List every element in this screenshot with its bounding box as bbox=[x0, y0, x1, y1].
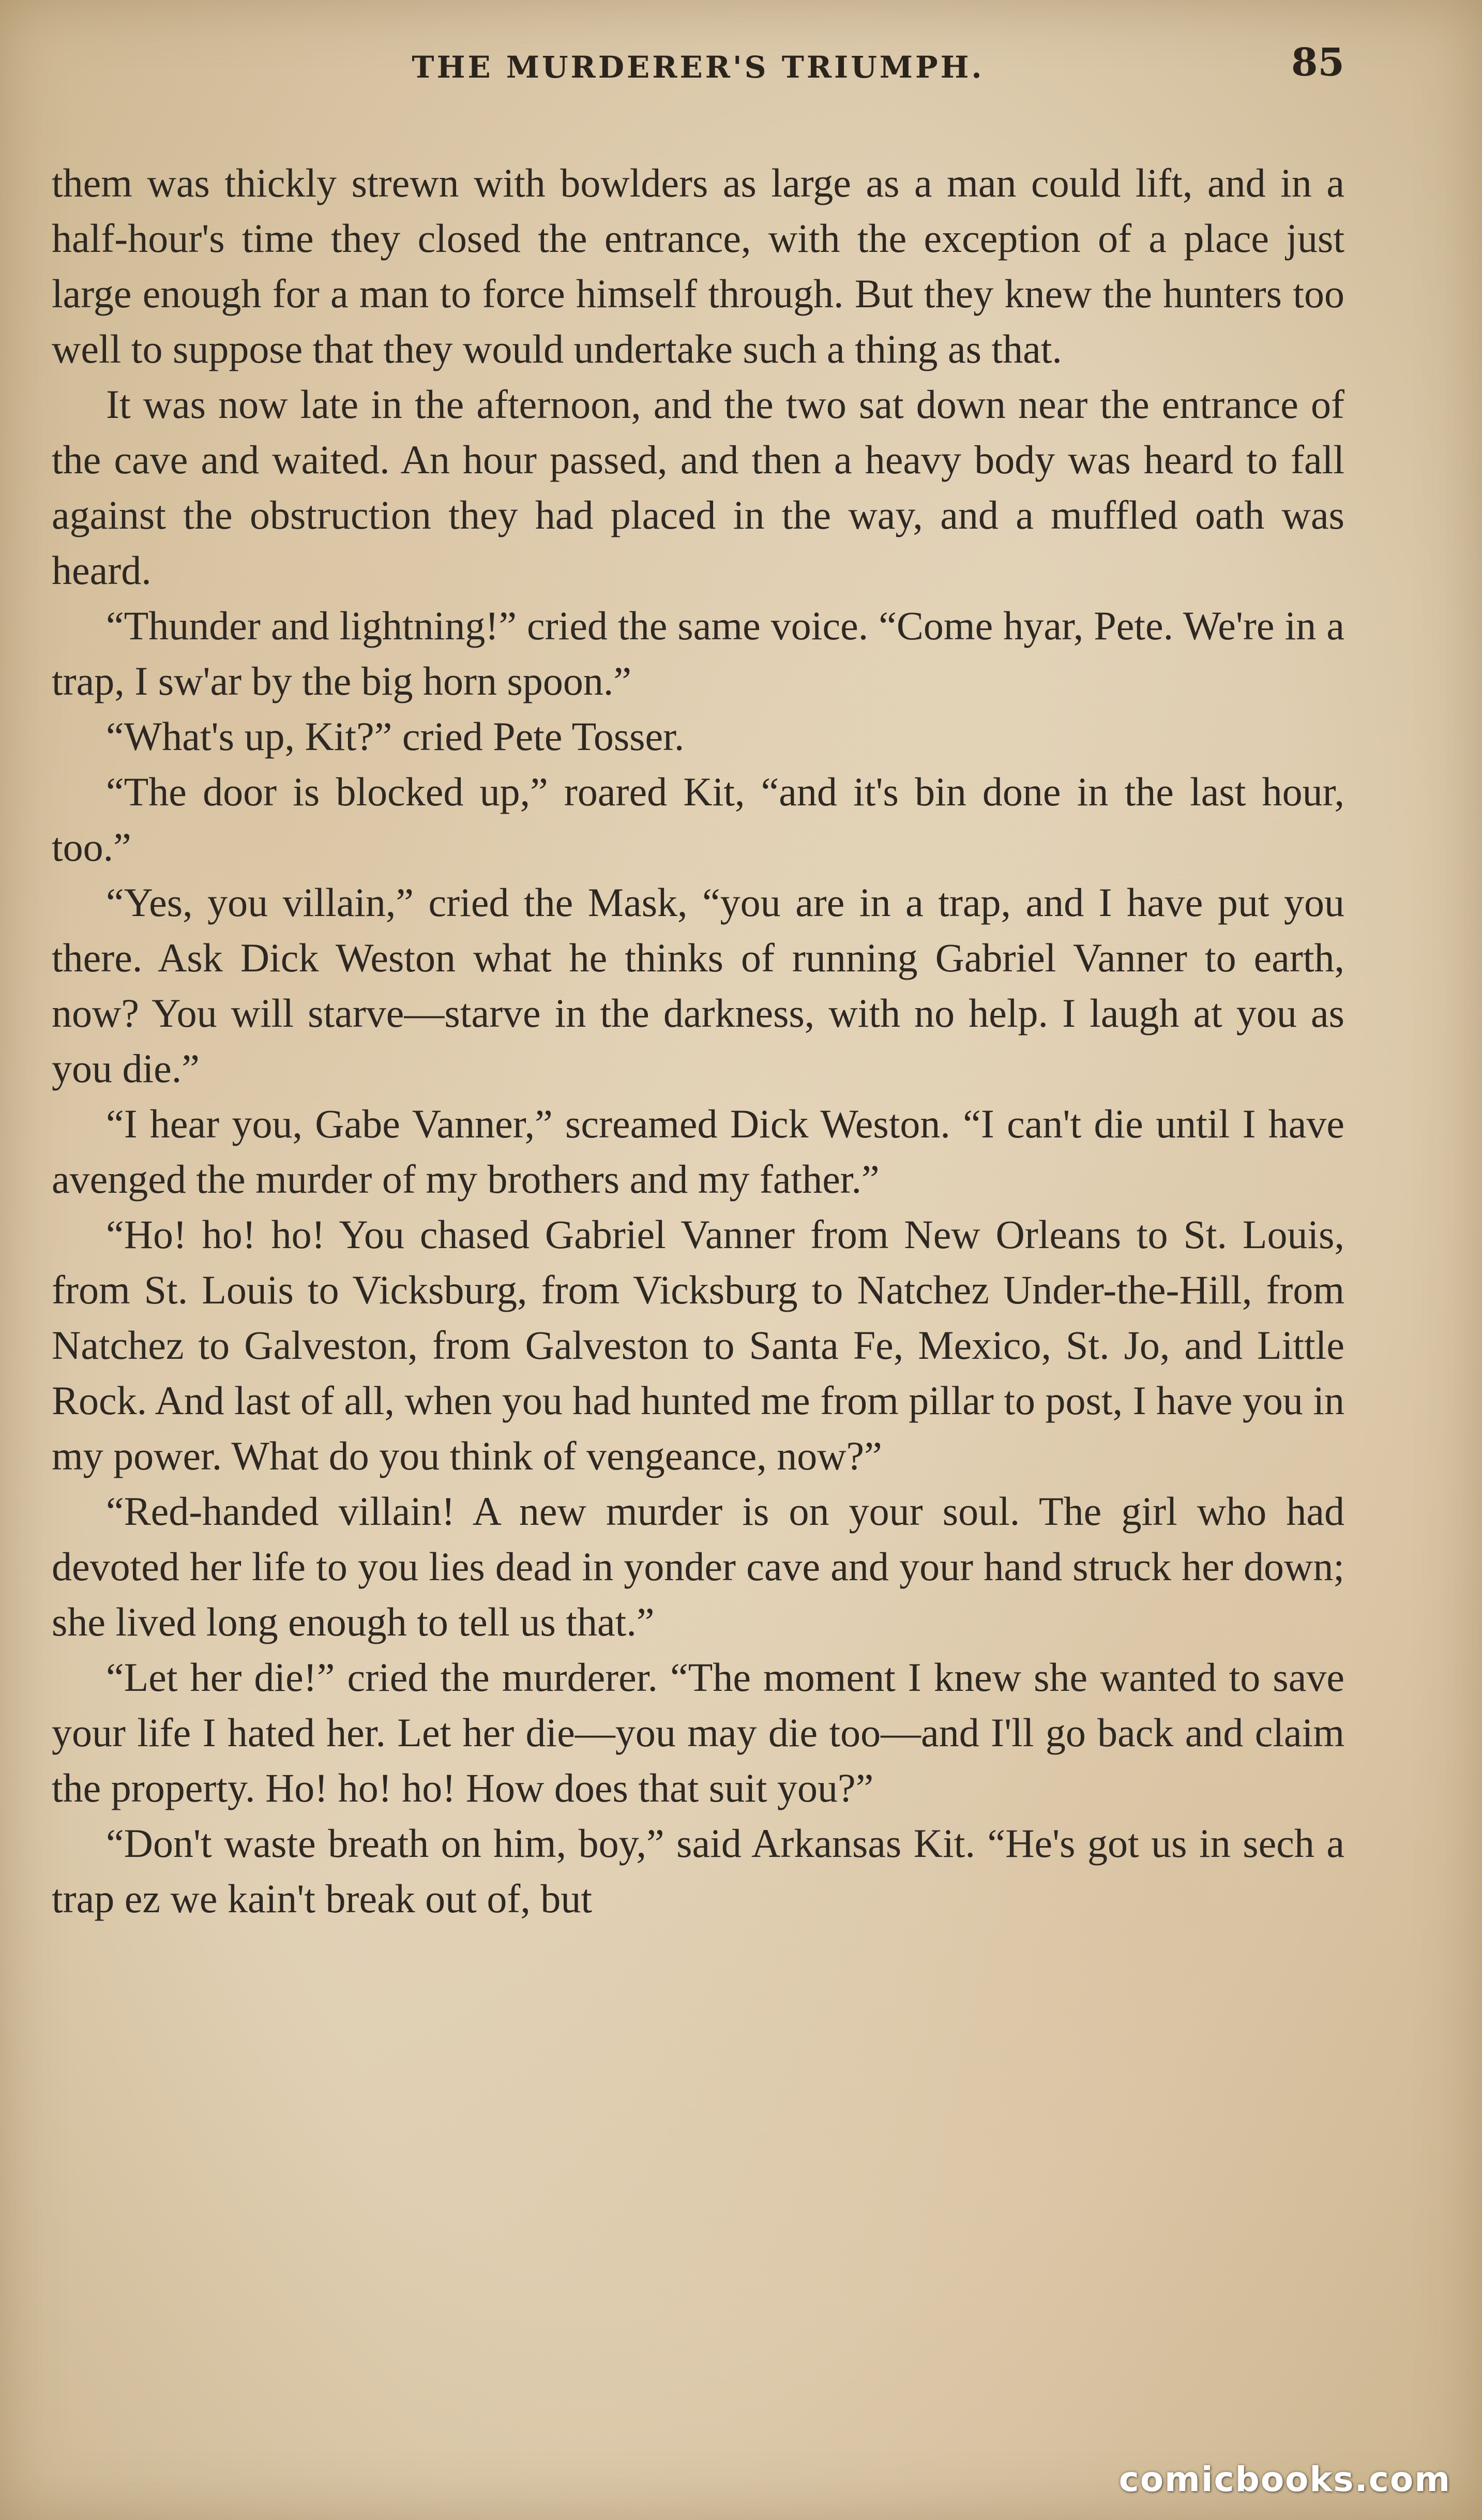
paragraph: “Ho! ho! ho! You chased Gabriel Vanner from New Orleans to St. Louis, from St. Louis to Vicksburg, from Vicksburg to Natchez Under-the-Hill, from Natchez to Galveston, from Galveston to Santa Fe, Mexico, St. Jo, and Little Rock. And last of all, when you had hunted me from pillar to post, I have you in my power. What do you think of vengeance, now?” bbox=[52, 1212, 1344, 1478]
paragraph: “Yes, you villain,” cried the Mask, “you are in a trap, and I have put you there. Ask Dick Weston what he thinks of running Gabriel Vanner to earth, now? You will starve—starve in the darkness, with no help. I laugh at you as you die.” bbox=[52, 880, 1344, 1091]
paragraph: them was thickly strewn with bowlders as large as a man could lift, and in a half-hour's time they closed the entrance, with the exception of a place just large enough for a man to force himself through. But they knew the hunters too well to suppose that they would undertake such a thing as that. bbox=[52, 160, 1344, 371]
running-title: THE MURDERER'S TRIUMPH. bbox=[412, 50, 985, 85]
watermark: comicbooks.com bbox=[1118, 2459, 1451, 2499]
paragraph: “The door is blocked up,” roared Kit, “and it's bin done in the last hour, too.” bbox=[52, 769, 1344, 869]
page-number: 85 bbox=[1291, 40, 1344, 85]
paragraph: “Let her die!” cried the murderer. “The moment I knew she wanted to save your life I hated her. Let her die—you may die too—and I'll go back and claim the property. Ho! ho! ho! How does that suit you?” bbox=[52, 1655, 1344, 1810]
page-header bbox=[52, 40, 1344, 97]
paragraph: “Don't waste breath on him, boy,” said Arkansas Kit. “He's got us in sech a trap ez we kain't break out of, but bbox=[52, 1821, 1344, 1921]
paragraph: “I hear you, Gabe Vanner,” screamed Dick Weston. “I can't die until I have avenged the murder of my brothers and my father.” bbox=[52, 1101, 1344, 1202]
paragraph: “Thunder and lightning!” cried the same voice. “Come hyar, Pete. We're in a trap, I sw'ar by the big horn spoon.” bbox=[52, 603, 1344, 703]
paragraph: It was now late in the afternoon, and the two sat down near the entrance of the cave and waited. An hour passed, and then a heavy body was heard to fall against the obstruction they had placed in the way, and a muffled oath was heard. bbox=[52, 382, 1344, 593]
body-text bbox=[52, 155, 1344, 1926]
paragraph: “What's up, Kit?” cried Pete Tosser. bbox=[106, 714, 685, 759]
paragraph: “Red-handed villain! A new murder is on your soul. The girl who had devoted her life to you lies dead in yonder cave and your hand struck her down; she lived long enough to tell us that.” bbox=[52, 1489, 1344, 1644]
